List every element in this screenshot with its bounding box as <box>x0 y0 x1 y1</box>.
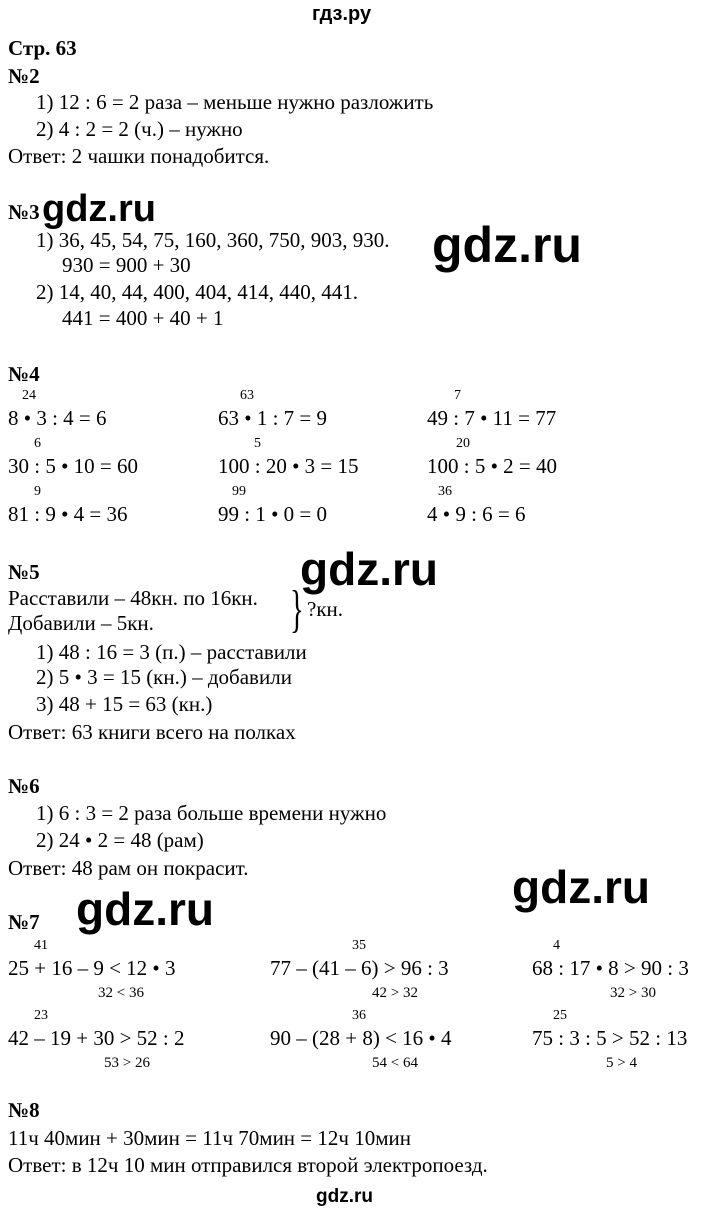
task-3-check-2: 441 = 400 + 40 + 1 <box>62 306 224 330</box>
task-2-answer: Ответ: 2 чашки понадобится. <box>8 144 270 168</box>
task-4-expression: 81 : 9 • 4 = 36 <box>8 502 128 526</box>
watermark: gdz.ru <box>42 188 156 230</box>
page-label: Стр. 63 <box>8 36 77 60</box>
task-4-hint: 99 <box>232 484 246 499</box>
task-7-expression: 42 – 19 + 30 > 52 : 2 <box>8 1026 185 1050</box>
task-7-hint: 25 <box>553 1008 567 1023</box>
task-4-hint: 5 <box>254 436 261 451</box>
task-4-expression: 30 : 5 • 10 = 60 <box>8 454 139 478</box>
task-8-title: №8 <box>8 1098 40 1122</box>
task-4-hint: 6 <box>34 436 41 451</box>
task-4-hint: 63 <box>240 388 254 403</box>
task-7-hint: 23 <box>34 1008 48 1023</box>
task-6-step-1: 1) 6 : 3 = 2 раза больше времени нужно <box>36 801 387 825</box>
brace-icon: } <box>290 581 304 638</box>
task-7-hint: 35 <box>352 938 366 953</box>
task-8-answer: Ответ: в 12ч 10 мин отправился второй электропоезд. <box>8 1153 488 1177</box>
task-7-expression: 77 – (41 – 6) > 96 : 3 <box>270 956 449 980</box>
task-4-expression: 63 • 1 : 7 = 9 <box>218 406 328 430</box>
task-5-title: №5 <box>8 560 40 584</box>
task-3-title: №3 <box>8 200 40 224</box>
task-5-step-2: 2) 5 • 3 = 15 (кн.) – добавили <box>36 665 292 689</box>
task-4-hint: 20 <box>456 436 470 451</box>
watermark: gdz.ru <box>432 217 582 273</box>
task-4-hint: 24 <box>22 388 36 403</box>
task-7-comparison: 32 > 30 <box>610 985 656 1001</box>
task-4-expression: 100 : 20 • 3 = 15 <box>218 454 359 478</box>
task-5-question: ?кн. <box>307 597 344 621</box>
task-4-expression: 8 • 3 : 4 = 6 <box>8 406 107 430</box>
task-7-expression: 90 – (28 + 8) < 16 • 4 <box>270 1026 452 1050</box>
task-7-comparison: 32 < 36 <box>98 985 144 1001</box>
task-7-hint: 41 <box>34 938 48 953</box>
task-7-hint: 36 <box>352 1008 366 1023</box>
task-5-condition-1: Расставили – 48кн. по 16кн. <box>8 586 258 610</box>
task-7-comparison: 54 < 64 <box>372 1055 418 1071</box>
task-4-expression: 4 • 9 : 6 = 6 <box>427 502 526 526</box>
task-7-expression: 75 : 3 : 5 > 52 : 13 <box>532 1026 688 1050</box>
site-header: гдз.ру <box>312 3 372 25</box>
task-6-step-2: 2) 24 • 2 = 48 (рам) <box>36 828 204 852</box>
task-6-title: №6 <box>8 774 40 798</box>
footer-watermark: gdz.ru <box>316 1186 373 1207</box>
task-7-expression: 68 : 17 • 8 > 90 : 3 <box>532 956 689 980</box>
task-4-expression: 49 : 7 • 11 = 77 <box>427 406 557 430</box>
task-2-step-2: 2) 4 : 2 = 2 (ч.) – нужно <box>36 117 243 141</box>
watermark: gdz.ru <box>512 861 650 913</box>
task-3-step-1: 1) 36, 45, 54, 75, 160, 360, 750, 903, 930. <box>36 228 390 252</box>
task-4-hint: 9 <box>34 484 41 499</box>
task-5-step-3: 3) 48 + 15 = 63 (кн.) <box>36 692 213 716</box>
task-4-title: №4 <box>8 362 40 386</box>
watermark: gdz.ru <box>76 883 214 935</box>
task-7-hint: 4 <box>553 938 560 953</box>
task-8-solution: 11ч 40мин + 30мин = 11ч 70мин = 12ч 10мин <box>8 1126 411 1150</box>
task-5-answer: Ответ: 63 книги всего на полках <box>8 720 296 744</box>
watermark: gdz.ru <box>300 543 438 595</box>
task-7-comparison: 53 > 26 <box>104 1055 150 1071</box>
task-4-expression: 100 : 5 • 2 = 40 <box>427 454 558 478</box>
task-5-step-1: 1) 48 : 16 = 3 (п.) – расставили <box>36 640 307 664</box>
task-5-condition-2: Добавили – 5кн. <box>8 611 154 635</box>
task-3-check-1: 930 = 900 + 30 <box>62 253 191 277</box>
task-3-step-2: 2) 14, 40, 44, 400, 404, 414, 440, 441. <box>36 280 358 304</box>
task-7-comparison: 5 > 4 <box>606 1055 637 1071</box>
task-4-expression: 99 : 1 • 0 = 0 <box>218 502 328 526</box>
task-4-hint: 36 <box>438 484 452 499</box>
task-2-step-1: 1) 12 : 6 = 2 раза – меньше нужно разложить <box>36 90 434 114</box>
task-7-title: №7 <box>8 910 40 934</box>
task-4-hint: 7 <box>454 388 461 403</box>
task-6-answer: Ответ: 48 рам он покрасит. <box>8 856 249 880</box>
task-7-expression: 25 + 16 – 9 < 12 • 3 <box>8 956 176 980</box>
task-2-title: №2 <box>8 64 40 88</box>
task-7-comparison: 42 > 32 <box>372 985 418 1001</box>
